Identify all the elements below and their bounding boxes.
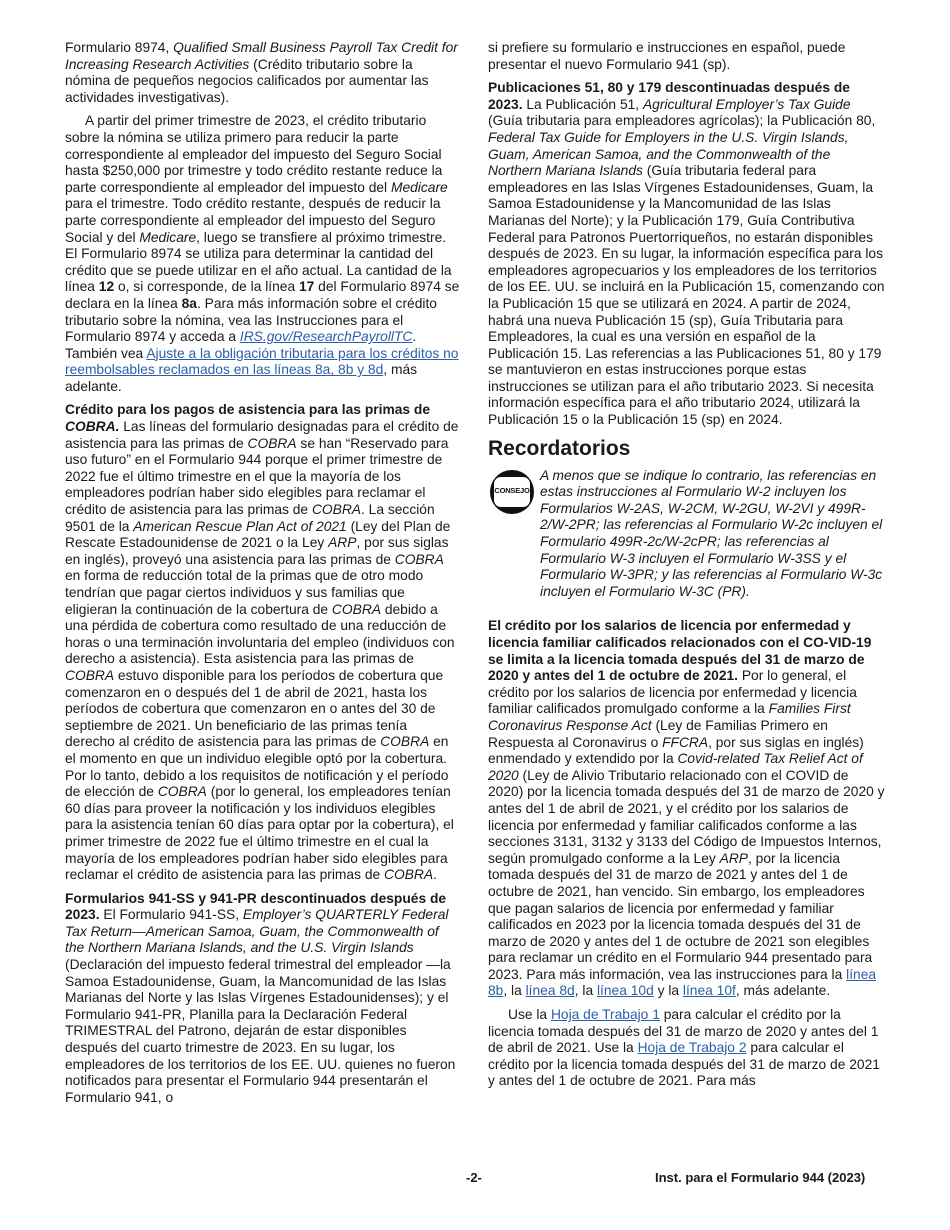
link-line-8d[interactable]: línea 8d	[525, 983, 575, 999]
tip-icon	[490, 470, 534, 514]
footer-title: Inst. para el Formulario 944 (2023)	[655, 1170, 866, 1185]
section-heading: El crédito por los salarios de licencia por enfermedad y licencia familiar calificados relacionados con el CO-VID-19 se limita a la licencia tomada después del 31 de marzo de 2020 y antes del 1 de octubre de 2021.	[488, 618, 872, 684]
paragraph-publications-discontinued: Publicaciones 51, 80 y 179 descontinuadas después de 2023. La Publicación 51, Agricultural Employer’s Tax Guide (Guía tributaria para empleadores agrícolas); la Publicación 80, Federal Tax Guide for Employers in the U.S. Virgin Islands, Guam, American Samoa, and the Commonwealth of the Northern Mariana Islands (Guía tributaria federal para empleadores en las Islas Vírgenes Estadounidenses, Guam, la Samoa Estadounidense y la Mancomunidad de las Islas Marianas del Norte); y la Publicación 179, Guía Contributiva Federal para Patronos Puertorriqueños, no estarán disponibles después de 2023. En su lugar, la información específica para los empleadores agropecuarios y los empleadores de los territorios de los EE. UU. se incluirá en la Publicación 15, comenzando con la Publicación 15 que se utilizará en 2024. A partir de 2024, habrá una nueva Publicación 15 (sp), Guía Tributaria para Empleadores, la cual es una versión en español de la Publicación 15. Las referencias a las Publicaciones 51, 80 y 179 se mantuvieron en estas instrucciones porque estas instrucciones se utilizan para el año tributario 2023. Si necesita información específica para el año tributario 2024, utilizará la Publicación 15 o la Publicación 15 (sp) en 2024.	[488, 80, 885, 428]
section-heading: Publicaciones 51, 80 y 179 descontinuadas después de 2023.	[488, 80, 850, 112]
link-adjustment-nonrefundable-credits[interactable]: Ajuste a la obligación tributaria para los créditos no reembolsables reclamados en las líneas 8a, 8b y 8d	[65, 345, 459, 378]
paragraph-forms-941ss-941pr: Formularios 941-SS y 941-PR descontinuados después de 2023. El Formulario 941-SS, Employer’s QUARTERLY Federal Tax Return—American Samoa, Guam, the Commonwealth of the Northern Mariana Islands, and the U.S. Virgin Islands (Declaración del impuesto federal trimestral del empleador —la Samoa Estadounidense, Guam, la Mancomunidad de las Islas Marianas del Norte y las Islas Vírgenes Estadounidenses); y el Formulario 941-PR, Planilla para la Declaración Federal TRIMESTRAL del Patrono, dejarán de estar disponibles después del cuarto trimestre de 2023. En su lugar, los empleadores de los territorios de los EE. UU. quienes no fueron notificados para presentar el Formulario 944 presentarán el Formulario 941, o	[65, 890, 456, 1105]
paragraph-cobra-credit: Crédito para los pagos de asistencia para las primas de COBRA. Las líneas del formulario designadas para el crédito de asistencia para las primas de COBRA se han “Reservado para uso futuro” en el Formulario 944 porque el primer trimestre de 2022 fue el último trimestre en el que la mayoría de los empleadores podrían haber sido elegibles para reclamar el crédito de asistencia para las primas de COBRA. La sección 9501 de la American Rescue Plan Act of 2021 (Ley del Plan de Rescate Estadounidense de 2021 o la Ley ARP, por sus siglas en inglés), proveyó una asistencia para las primas de COBRA en forma de reducción total de la primas que de otro modo tendrían que pagar ciertos individuos y sus familias que eligieran la continuación de la cobertura de COBRA debido a una pérdida de cobertura como resultado de una reducción de horas o una terminación involuntaria del empleo (individuos con derecho a asistencia). Esta asistencia para las primas de COBRA estuvo disponible para los períodos de cobertura que comenzaron en o después del 1 de abril de 2021, hasta los períodos de cobertura que comenzaron en o antes del 30 de septiembre de 2021. Un beneficiario de las primas tenía derecho al crédito de asistencia para las primas de COBRA en el momento en que un individuo elegible optó por la cobertura. Por lo tanto, debido a los requisitos de notificación y el período de elección de COBRA (por lo general, los empleadores tenían 60 días para proveer la notificación y los individuos elegibles para la asistencia tenían 60 días para optar por la cobertura), el primer trimestre de 2022 fue el último trimestre en el cual la mayoría de los empleadores podrían haber sido elegibles para reclamar el crédito de asistencia para las primas de COBRA.	[65, 402, 459, 883]
section-heading: Formularios 941-SS y 941-PR descontinuados después de 2023.	[65, 890, 447, 923]
link-line-10d[interactable]: línea 10d	[596, 983, 654, 999]
link-worksheet-1[interactable]: Hoja de Trabajo 1	[550, 1007, 660, 1023]
paragraph-payroll-tax-credit: A partir del primer trimestre de 2023, el crédito tributario sobre la nómina se utiliza primero para reducir la parte correspondiente al empleador del impuesto del Seguro Social hasta $250,000 por trimestre y todo crédito restante reduce la parte correspondiente al empleador del impuesto del Medicare para el trimestre. Todo crédito restante, después de reducir la parte correspondiente al empleador del impuesto del Seguro Social y del Medicare, luego se transfiere al próximo trimestre. El Formulario 8974 se utiliza para determinar la cantidad del crédito que se puede utilizar en el año actual. La cantidad de la línea 12 o, si corresponde, de la línea 17 del Formulario 8974 se declara en la línea 8a. Para más información sobre el crédito tributario sobre la nómina, vea las Instrucciones para el Formulario 8974 y acceda a IRS.gov/ResearchPayrollTC. También vea Ajuste a la obligación tributaria para los créditos no reembolsables reclamados en las líneas 8a, 8b y 8d, más adelante.	[65, 113, 460, 394]
left-column	[65, 40, 460, 1113]
tip-box	[488, 468, 885, 601]
paragraph-form-941sp: si prefiere su formulario e instrucciones en español, puede presentar el nuevo Formulario 941 (sp).	[488, 40, 846, 72]
link-line-8b[interactable]: línea 8b	[488, 966, 877, 999]
tip-text: A menos que se indique lo contrario, las referencias en estas instrucciones al Formulario W-2 incluyen los Formularios W-2AS, W-2CM, W-2GU, W-2VI y 499R-2/W-2PR; las referencias al Formulario W-2c incluyen el Formulario 499R-2c/W-2cPR; las referencias al Formulario W-3 incluyen el Formulario W-3SS y el Formulario W-3PR; y las referencias al Formulario W-3c incluyen el Formulario W-3C (PR).	[540, 467, 883, 599]
right-column	[488, 40, 885, 1097]
link-research-payroll-tc[interactable]: IRS.gov/ResearchPayrollTC	[239, 329, 413, 345]
link-line-10f[interactable]: línea 10f	[682, 983, 736, 999]
paragraph-covid-leave-credit: El crédito por los salarios de licencia por enfermedad y licencia familiar calificados relacionados con el CO-VID-19 se limita a la licencia tomada después del 31 de marzo de 2020 y antes del 1 de octubre de 2021. Por lo general, el crédito por los salarios de licencia por enfermedad y licencia familiar calificados promulgado conforme a la Families First Coronavirus Response Act (Ley de Familias Primero en Respuesta al Coronavirus o FFCRA, por sus siglas en inglés) enmendado y extendido por la Covid-related Tax Relief Act of 2020 (Ley de Alivio Tributario relacionado con el COVID de 2020) por la licencia tomada después del 31 de marzo de 2020 y antes del 1 de abril de 2021, y el crédito por los salarios de licencia por enfermedad y familiar calificados conforme a las secciones 3131, 3132 y 3133 del Código de Impuestos Internos, según promulgado conforme a la Ley ARP, por la licencia tomada después del 31 de marzo de 2021 y antes del 1 de octubre de 2021, han vencido. Sin embargo, los empleadores que pagan salarios de licencia por enfermedad y familiar calificados en 2023 por la licencia tomada después del 31 de marzo de 2020 y antes del 1 de octubre de 2021 son elegibles para reclamar un crédito en el Formulario 944 presentado para 2023. Para más información, vea las instrucciones para la línea 8b, la línea 8d, la línea 10d y la línea 10f, más adelante.	[488, 618, 885, 999]
paragraph-worksheets: Use la Hoja de Trabajo 1 para calcular el crédito por la licencia tomada después del 31 de marzo de 2020 y antes del 1 de abril de 2021. Use la Hoja de Trabajo 2 para calcular el crédito por la licencia tomada después del 31 de marzo de 2021 y antes del 1 de octubre de 2021. Para más	[488, 1007, 880, 1089]
paragraph-form-8974: Formulario 8974, Qualified Small Business Payroll Tax Credit for Increasing Research Activities (Crédito tributario sobre la nómina de pequeños negocios calificados por aumentar las actividades investigativas).	[65, 40, 458, 105]
tip-icon-label: CONSEJO	[494, 477, 530, 507]
heading-reminders: Recordatorios	[488, 436, 631, 460]
page-number: -2-	[466, 1170, 482, 1185]
section-heading: Crédito para los pagos de asistencia para las primas de COBRA.	[65, 402, 430, 435]
link-worksheet-2[interactable]: Hoja de Trabajo 2	[637, 1040, 747, 1056]
